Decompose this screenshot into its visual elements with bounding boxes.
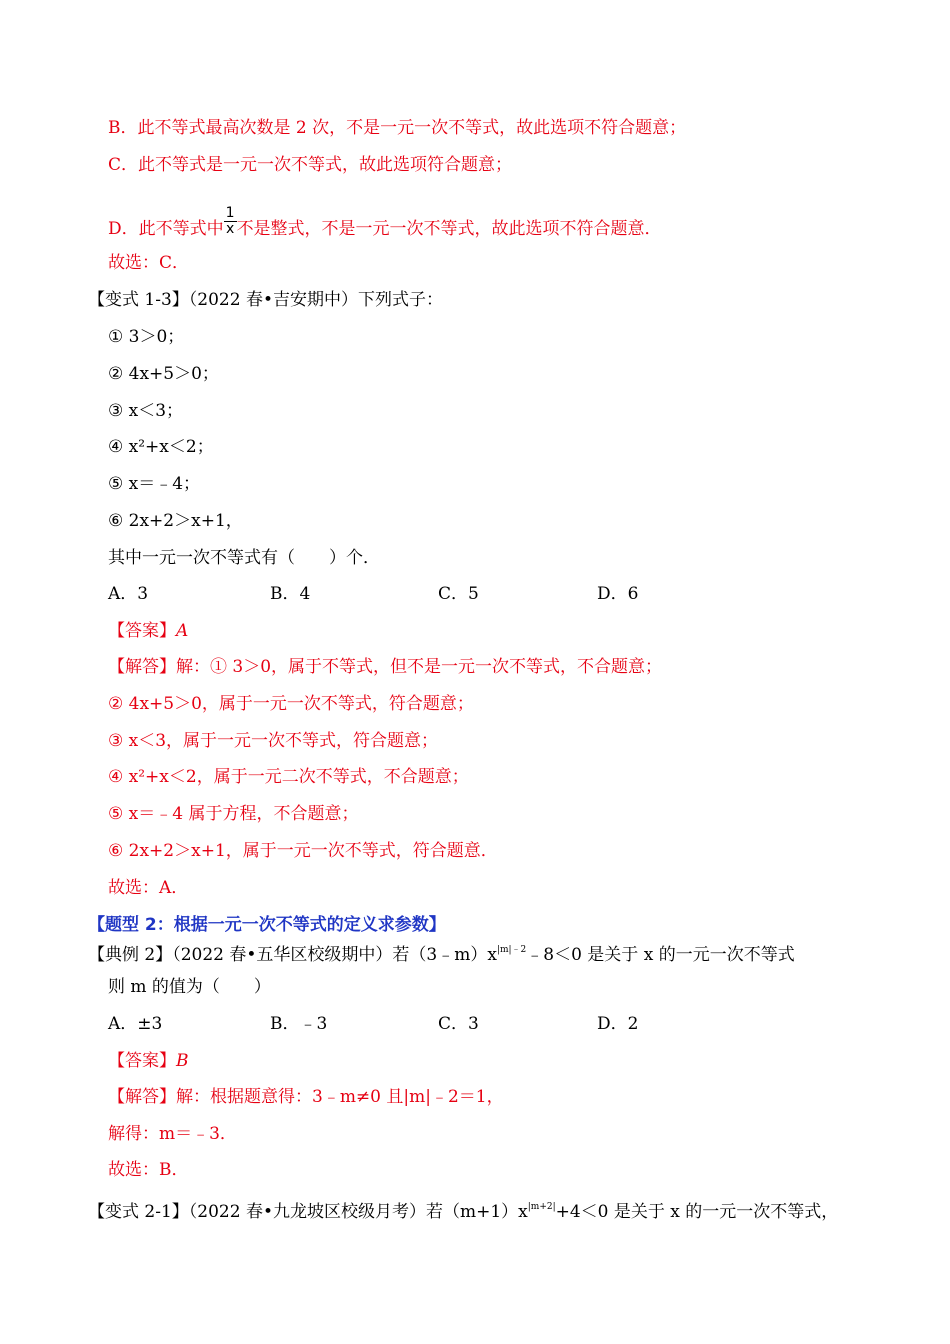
item-mark: ③ <box>108 401 124 421</box>
example-2-answer <box>108 1050 189 1072</box>
answer-value: B <box>176 1051 189 1071</box>
fraction-denominator: x <box>225 221 235 237</box>
expr-item-5 <box>108 473 200 495</box>
solution-choice-1: 故选：C． <box>108 253 190 273</box>
item-text: x＝﹣4； <box>128 474 201 494</box>
variant-2-1-title <box>88 1196 838 1223</box>
answer-label: 【答案】 <box>108 621 176 641</box>
example-2-solved: 解得：m＝﹣3． <box>108 1124 237 1144</box>
example-2-solution <box>108 1086 504 1108</box>
answer-value: A <box>176 621 189 641</box>
item-text: x＜3； <box>128 401 184 421</box>
expr-item-6 <box>108 510 243 532</box>
variant-1-3-solution-1 <box>108 656 662 678</box>
solution-label: 【解答】解： <box>108 1087 210 1107</box>
example-2-title-prefix: 【典例 2】（2022 春•五华区校级期中）若（3﹣m）x <box>88 945 497 965</box>
variant-1-3-solution-5: ⑤ x＝﹣4 属于方程，不合题意； <box>108 804 359 824</box>
fraction-1-over-x <box>224 206 237 237</box>
variant-1-3-solution-6: ⑥ 2x+2＞x+1，属于一元一次不等式，符合题意． <box>108 841 498 861</box>
section-heading-type-2: 【题型 2：根据一元一次不等式的定义求参数】 <box>88 915 446 935</box>
solution-option-b: B．此不等式最高次数是 2 次，不是一元一次不等式，故此选项不符合题意； <box>108 118 687 138</box>
variant-1-3-solution-2: ② 4x+5＞0，属于一元一次不等式，符合题意； <box>108 694 474 714</box>
item-mark: ⑥ <box>108 511 124 531</box>
answer-label: 【答案】 <box>108 1051 176 1071</box>
option-b: B．4 <box>270 584 311 604</box>
solution-option-d-suffix: 不是整式，不是一元一次不等式，故此选项不符合题意． <box>236 219 662 239</box>
variant-1-3-title: 【变式 1-3】（2022 春•吉安期中）下列式子： <box>88 290 443 310</box>
example-2-title <box>88 939 795 966</box>
fraction-numerator: 1 <box>225 205 235 221</box>
variant-1-3-question: 其中一元一次不等式有（ ）个． <box>108 548 380 568</box>
option-d: D．6 <box>597 584 639 604</box>
option-d: D．2 <box>597 1014 639 1034</box>
option-a: A．3 <box>108 584 149 604</box>
option-c: C．3 <box>438 1014 479 1034</box>
example-2-choice: 故选：B． <box>108 1160 189 1180</box>
item-text: 3＞0； <box>128 327 185 347</box>
variant-2-1-title-prefix: 【变式 2-1】（2022 春•九龙坡区校级月考）若（m+1）x <box>88 1202 528 1222</box>
option-a: A．±3 <box>108 1014 163 1034</box>
option-b: B．﹣3 <box>270 1014 328 1034</box>
solution-label: 【解答】解： <box>108 657 210 677</box>
expr-item-1 <box>108 326 184 348</box>
solution-text: 根据题意得：3﹣m≠0 且|m|﹣2＝1， <box>210 1087 504 1107</box>
variant-2-1-title-suffix: +4＜0 是关于 x 的一元一次不等式， <box>555 1202 839 1222</box>
variant-1-3-choice: 故选：A． <box>108 878 189 898</box>
variant-1-3-answer <box>108 620 188 642</box>
solution-option-c: C．此不等式是一元一次不等式，故此选项符合题意； <box>108 155 513 175</box>
example-2-title-suffix: ﹣8＜0 是关于 x 的一元一次不等式 <box>526 945 795 965</box>
expr-item-2 <box>108 363 219 385</box>
item-text: 4x+5＞0； <box>128 364 219 384</box>
solution-line: ① 3＞0，属于不等式，但不是一元一次不等式，不合题意； <box>210 657 663 677</box>
variant-2-1-exponent: |m+2| <box>527 1202 556 1212</box>
item-text: x²+x＜2； <box>128 437 214 457</box>
variant-1-3-solution-3: ③ x＜3，属于一元一次不等式，符合题意； <box>108 731 439 751</box>
example-2-line-2: 则 m 的值为（ ） <box>108 977 271 997</box>
item-mark: ④ <box>108 437 124 457</box>
variant-1-3-solution-4: ④ x²+x＜2，属于一元二次不等式，不合题意； <box>108 767 469 787</box>
item-mark: ⑤ <box>108 474 124 494</box>
item-mark: ② <box>108 364 124 384</box>
expr-item-3 <box>108 400 183 422</box>
item-text: 2x+2＞x+1， <box>128 511 243 531</box>
example-2-exponent: |m|﹣2 <box>496 945 527 955</box>
option-c: C．5 <box>438 584 479 604</box>
solution-option-d <box>108 205 662 245</box>
solution-option-d-prefix: D．此不等式中 <box>108 219 224 239</box>
expr-item-4 <box>108 436 214 458</box>
item-mark: ① <box>108 327 124 347</box>
